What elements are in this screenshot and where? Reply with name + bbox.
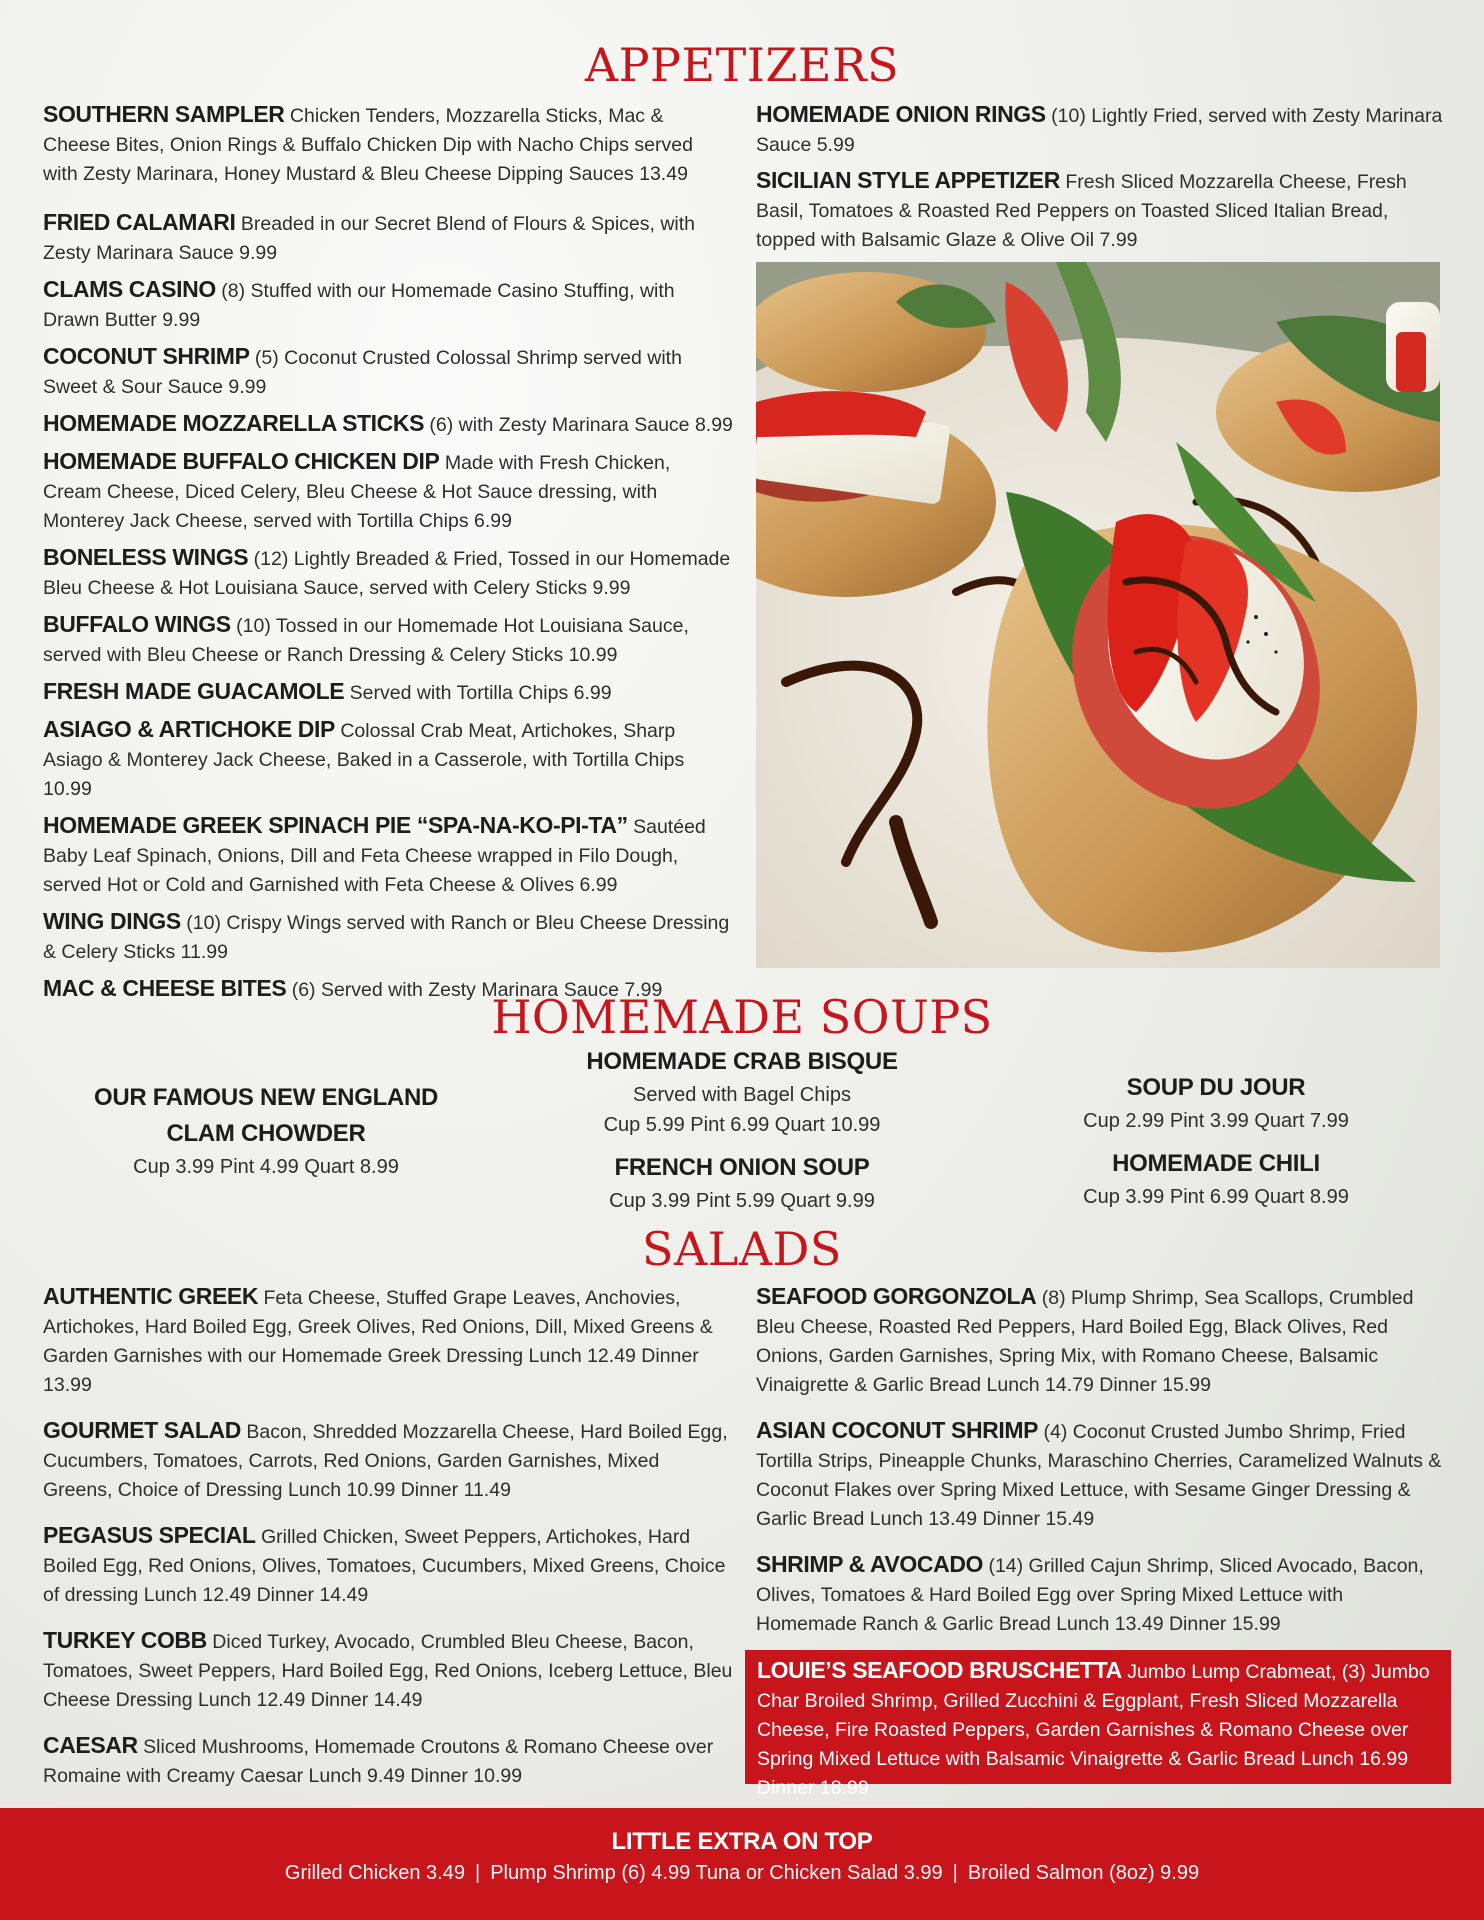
menu-item-description: (10) Lightly Fried, served with Zesty Marinara Sauce 5.99 — [756, 105, 1443, 156]
menu-item — [43, 1416, 733, 1505]
soup-du-jour — [1016, 1070, 1416, 1136]
menu-item — [43, 677, 733, 708]
menu-item — [756, 1550, 1446, 1639]
menu-item-name: ASIAN COCONUT SHRIMP — [756, 1417, 1039, 1443]
soup-prices: Cup 5.99 Pint 6.99 Quart 10.99 — [603, 1114, 881, 1136]
soup-name: HOMEMADE CHILI — [1112, 1150, 1320, 1177]
appetizers-right-column — [756, 100, 1446, 261]
menu-item — [756, 100, 1446, 160]
salads-right-column — [756, 1282, 1446, 1655]
extra-item: Broiled Salmon (8oz) 9.99 — [967, 1862, 1200, 1884]
featured-salad-box — [745, 1650, 1451, 1799]
menu-item-name: AUTHENTIC GREEK — [43, 1283, 259, 1309]
menu-item-description: Bacon, Shredded Mozzarella Cheese, Hard Boiled Egg, Cucumbers, Tomatoes, Carrots, Red Onions, Garden Garnishes, Mixed Greens, Choice of Dressing Lunch 10.99 Dinner 11.49 — [43, 1421, 728, 1501]
extra-item: Plump Shrimp (6) 4.99 Tuna or Chicken Salad 3.99 — [490, 1862, 943, 1884]
menu-item — [43, 100, 733, 189]
extras-list — [0, 1862, 1484, 1885]
menu-item-description: (8) Stuffed with our Homemade Casino Stuffing, with Drawn Butter 9.99 — [43, 280, 675, 331]
menu-item-description: (14) Grilled Cajun Shrimp, Sliced Avocado, Bacon, Olives, Tomatoes & Hard Boiled Egg over Spring Mixed Lettuce with Homemade Ranch & Garlic Bread Lunch 13.49 Dinner 15.99 — [756, 1555, 1424, 1635]
menu-item-description: (10) Crispy Wings served with Ranch or Bleu Cheese Dressing & Celery Sticks 11.99 — [43, 912, 730, 963]
soup-prices: Cup 3.99 Pint 5.99 Quart 9.99 — [609, 1190, 875, 1212]
menu-item-name: GOURMET SALAD — [43, 1417, 241, 1443]
menu-item-name: HOMEMADE MOZZARELLA STICKS — [43, 410, 425, 436]
bruschetta-photo — [756, 262, 1440, 968]
menu-item-description: (6) with Zesty Marinara Sauce 8.99 — [424, 414, 733, 436]
menu-item-description: Jumbo Lump Crabmeat, (3) Jumbo Char Broiled Shrimp, Grilled Zucchini & Eggplant, Fresh Sliced Mozzarella Cheese, Fire Roasted Peppers, Garden Garnishes & Romano Cheese over Spring Mixed Lettuce with Balsamic Vinaigrette & Garlic Bread Lunch 16.99 Dinner 18.99 — [757, 1661, 1430, 1799]
soup-name: CLAM CHOWDER — [166, 1120, 366, 1147]
menu-item — [756, 1416, 1446, 1534]
menu-item-description: (6) Served with Zesty Marinara Sauce 7.99 — [286, 979, 663, 1001]
menu-item-name: PEGASUS SPECIAL — [43, 1522, 256, 1548]
menu-item-name: LOUIE’S SEAFOOD BRUSCHETTA — [757, 1657, 1122, 1683]
menu-item-description: (12) Lightly Breaded & Fried, Tossed in our Homemade Bleu Cheese & Hot Louisiana Sauce, served with Celery Sticks 9.99 — [43, 548, 731, 599]
menu-item-description: Breaded in our Secret Blend of Flours & Spices, with Zesty Marinara Sauce 9.99 — [43, 213, 696, 264]
salads-title: SALADS — [642, 1222, 842, 1276]
soup-prices: Cup 3.99 Pint 4.99 Quart 8.99 — [133, 1156, 399, 1178]
menu-item — [43, 342, 733, 402]
appetizers-title: APPETIZERS — [584, 38, 900, 92]
menu-item-description: Made with Fresh Chicken, Cream Cheese, Diced Celery, Bleu Cheese & Hot Sauce dressing, with Monterey Jack Cheese, served with Tortilla Chips 6.99 — [43, 452, 671, 532]
soups-title: HOMEMADE SOUPS — [491, 990, 993, 1044]
menu-item-name: HOMEMADE BUFFALO CHICKEN DIP — [43, 448, 440, 474]
menu-item — [43, 907, 733, 967]
menu-item — [43, 543, 733, 603]
soup-note: Served with Bagel Chips — [633, 1084, 851, 1106]
extra-item: Grilled Chicken 3.49 — [284, 1862, 465, 1884]
menu-item — [43, 1626, 733, 1715]
menu-item-name: TURKEY COBB — [43, 1627, 207, 1653]
menu-item-description: Fresh Sliced Mozzarella Cheese, Fresh Basil, Tomatoes & Roasted Red Peppers on Toasted Sliced Italian Bread, topped with Balsamic Glaze & Olive Oil 7.99 — [756, 171, 1407, 251]
menu-item — [43, 1521, 733, 1610]
menu-item-description: (5) Coconut Crusted Colossal Shrimp served with Sweet & Sour Sauce 9.99 — [43, 347, 682, 398]
menu-item-description: Feta Cheese, Stuffed Grape Leaves, Anchovies, Artichokes, Hard Boiled Egg, Greek Olives, Red Onions, Dill, Mixed Greens & Garden Garnishes with our Homemade Greek Dressing Lunch 12.49 Dinner 13.99 — [43, 1287, 713, 1396]
menu-item-description: Chicken Tenders, Mozzarella Sticks, Mac & Cheese Bites, Onion Rings & Buffalo Chicken Dip with Nacho Chips served with Zesty Marinara, Honey Mustard & Bleu Cheese Dipping Sauces 13.49 — [43, 105, 693, 185]
menu-item — [756, 166, 1446, 255]
soup-french-onion — [542, 1150, 942, 1216]
menu-item-name: ASIAGO & ARTICHOKE DIP — [43, 716, 335, 742]
separator: | — [952, 1862, 958, 1884]
soup-prices: Cup 3.99 Pint 6.99 Quart 8.99 — [1083, 1186, 1349, 1208]
soup-clam-chowder — [66, 1080, 466, 1182]
soup-name: FRENCH ONION SOUP — [614, 1154, 870, 1181]
menu-item — [43, 208, 733, 268]
menu-item-description: Served with Tortilla Chips 6.99 — [344, 682, 612, 704]
menu-item-name: COCONUT SHRIMP — [43, 343, 250, 369]
menu-item — [43, 409, 733, 440]
menu-item — [43, 1282, 733, 1400]
menu-item — [43, 447, 733, 536]
menu-item-name: SEAFOOD GORGONZOLA — [756, 1283, 1037, 1309]
menu-item-name: SOUTHERN SAMPLER — [43, 101, 285, 127]
menu-item-description: Diced Turkey, Avocado, Crumbled Bleu Cheese, Bacon, Tomatoes, Sweet Peppers, Hard Boiled Egg, Red Onions, Iceberg Lettuce, Bleu Cheese Dressing Lunch 12.49 Dinner 14.49 — [43, 1631, 733, 1711]
menu-item-name: CLAMS CASINO — [43, 276, 216, 302]
menu-item-description: (8) Plump Shrimp, Sea Scallops, Crumbled Bleu Cheese, Roasted Red Peppers, Hard Boiled Egg, Black Olives, Red Onions, Garden Garnishes, Spring Mix, with Romano Cheese, Balsamic Vinaigrette & Garlic Bread Lunch 14.79 Dinner 15.99 — [756, 1287, 1414, 1396]
menu-item — [756, 1282, 1446, 1400]
menu-item-name: BUFFALO WINGS — [43, 611, 231, 637]
extras-title: LITTLE EXTRA ON TOP — [611, 1828, 873, 1855]
salads-left-column — [43, 1282, 733, 1807]
menu-item-name: BONELESS WINGS — [43, 544, 249, 570]
soup-name: HOMEMADE CRAB BISQUE — [586, 1048, 898, 1075]
menu-item — [43, 811, 733, 900]
menu-item-description: Colossal Crab Meat, Artichokes, Sharp Asiago & Monterey Jack Cheese, Baked in a Casserole, with Tortilla Chips 10.99 — [43, 720, 685, 800]
menu-item-description: (4) Coconut Crusted Jumbo Shrimp, Fried Tortilla Strips, Pineapple Chunks, Maraschino Cherries, Caramelized Walnuts & Coconut Flakes over Spring Mixed Lettuce, with Sesame Ginger Dressing & Garlic Bread Lunch 13.49 Dinner 15.49 — [756, 1421, 1442, 1530]
menu-item — [43, 715, 733, 804]
menu-item-description: Sautéed Baby Leaf Spinach, Onions, Dill and Feta Cheese wrapped in Filo Dough, served Hot or Cold and Garnished with Feta Cheese & Olives 6.99 — [43, 816, 706, 896]
soup-prices: Cup 2.99 Pint 3.99 Quart 7.99 — [1083, 1110, 1349, 1132]
menu-item-name: CAESAR — [43, 1732, 138, 1758]
soup-crab-bisque — [542, 1044, 942, 1140]
menu-item-name: MAC & CHEESE BITES — [43, 975, 287, 1001]
extras-footer — [0, 1808, 1484, 1920]
menu-item-name: HOMEMADE ONION RINGS — [756, 101, 1046, 127]
menu-item — [43, 610, 733, 670]
menu-item-description: Grilled Chicken, Sweet Peppers, Artichokes, Hard Boiled Egg, Red Onions, Olives, Tomatoes, Cucumbers, Mixed Greens, Choice of dressing Lunch 12.49 Dinner 14.49 — [43, 1526, 726, 1606]
menu-item-name: HOMEMADE GREEK SPINACH PIE “SPA-NA-KO-PI-TA” — [43, 812, 628, 838]
menu-item-name: FRIED CALAMARI — [43, 209, 236, 235]
menu-item-name: WING DINGS — [43, 908, 181, 934]
soup-chili — [1016, 1146, 1416, 1212]
menu-item — [43, 275, 733, 335]
menu-item-name: SICILIAN STYLE APPETIZER — [756, 167, 1060, 193]
separator: | — [474, 1862, 481, 1884]
menu-item-description: (10) Tossed in our Homemade Hot Louisiana Sauce, served with Bleu Cheese or Ranch Dressing & Celery Sticks 10.99 — [43, 615, 689, 666]
appetizers-left-column — [43, 100, 733, 1012]
soup-name: OUR FAMOUS NEW ENGLAND — [93, 1084, 439, 1111]
menu-item-description: Sliced Mushrooms, Homemade Croutons & Romano Cheese over Romaine with Creamy Caesar Lunch 9.49 Dinner 10.99 — [43, 1736, 714, 1787]
menu-item-name: FRESH MADE GUACAMOLE — [43, 678, 345, 704]
menu-item — [43, 1731, 733, 1791]
soup-name: SOUP DU JOUR — [1126, 1074, 1306, 1101]
menu-item-name: SHRIMP & AVOCADO — [756, 1551, 984, 1577]
